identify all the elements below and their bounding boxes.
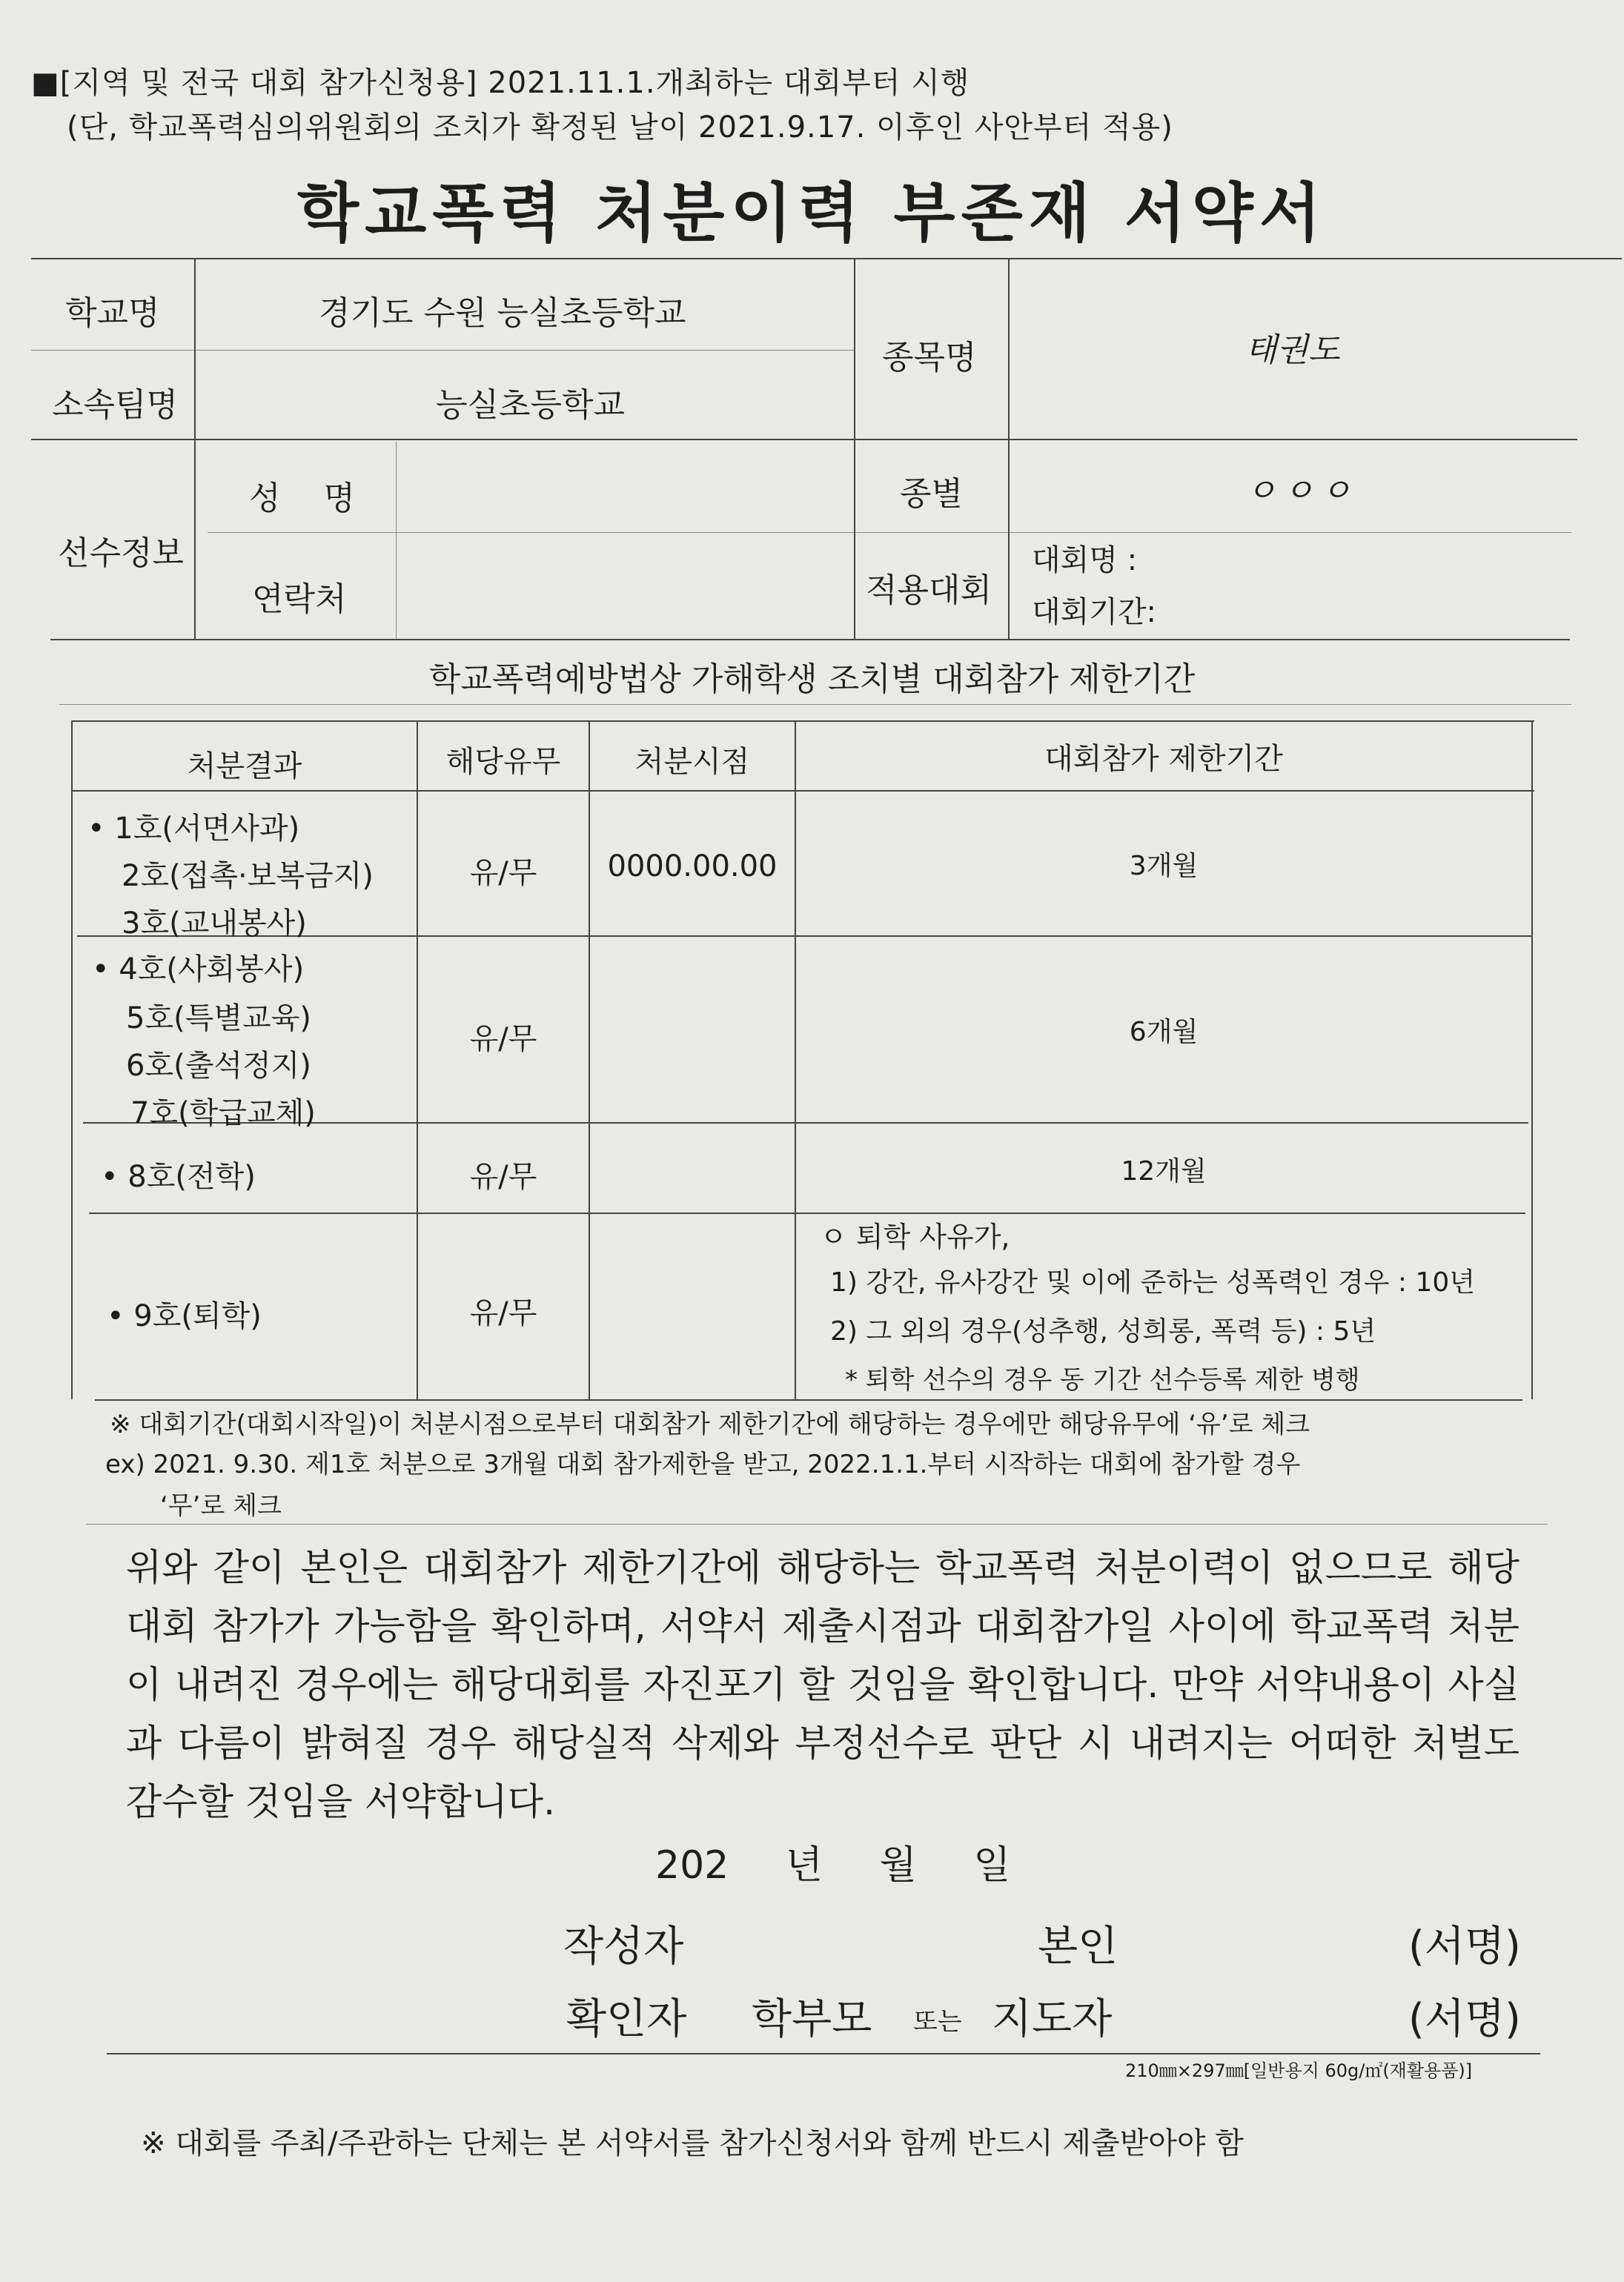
sport-label: 종목명 <box>882 339 977 377</box>
category-value: ㅇㅇㅇ <box>1245 472 1358 510</box>
team-value: 능실초등학교 <box>436 386 626 424</box>
result-2: 2호(접촉·보복금지) <box>122 859 374 893</box>
event-label: 적용대회 <box>866 571 992 609</box>
header-result: 처분결과 <box>187 749 302 783</box>
notes-divider <box>86 1524 1548 1525</box>
row-1-period: 3개월 <box>1129 851 1199 881</box>
row-4-period-line-2: 1) 강간, 유사강간 및 이에 준하는 성폭력인 경우 : 10년 <box>830 1267 1476 1298</box>
team-label: 소속팀명 <box>52 386 179 424</box>
row-1-date: 0000.00.00 <box>607 849 778 883</box>
result-7: 7호(학급교체) <box>130 1096 316 1130</box>
result-1: • 1호(서면사과) <box>87 812 300 846</box>
penalty-table-top <box>71 720 1534 722</box>
signature-divider <box>107 2053 1540 2054</box>
header-line-1: ■[지역 및 전국 대회 참가신청용] 2021.11.1.개최하는 대회부터 시행 <box>31 66 970 100</box>
parent-label: 학부모 <box>752 1995 872 2043</box>
header-line-2: (단, 학교폭력심의위원회의 조치가 확정된 날이 2021.9.17. 이후인 사안부터 적용) <box>67 110 1173 145</box>
result-3: 3호(교내봉사) <box>122 906 307 941</box>
info-row-divider-2 <box>31 439 1577 440</box>
pledge-text: 위와 같이 본인은 대회참가 제한기간에 해당하는 학교폭력 처분이력이 없으므로 해당 대회 참가가 가능함을 확인하며, 서약서 제출시점과 대회참가일 사이에 학교폭력 처분이 내려진 경우에는 해당대회를 자진포기 할 것임을 확인합니다. 만약 서약내용이 사실과 다름이 밝혀질 경우 해당실적 삭제와 부정선수로 판단 시 내려지는 어떠한 처벌도 감수할 것임을 서약합니다. <box>126 1546 1519 1823</box>
subtitle-bottom-border <box>59 704 1571 705</box>
writer-label: 작성자 <box>563 1923 684 1971</box>
document-title: 학교폭력 처분이력 부존재 서약서 <box>297 176 1327 251</box>
row-3-period: 12개월 <box>1121 1156 1207 1187</box>
event-period-label: 대회기간: <box>1032 595 1157 629</box>
info-col-line-4 <box>1008 258 1010 639</box>
confirmer-label: 확인자 <box>566 1995 687 2043</box>
restriction-subtitle: 학교폭력예방법상 가해학생 조치별 대회참가 제한기간 <box>428 660 1196 698</box>
info-col-line-1 <box>194 258 196 639</box>
result-6: 6호(출석정지) <box>126 1049 311 1083</box>
penalty-col-line-2 <box>589 720 590 1399</box>
info-col-line-2 <box>396 442 397 639</box>
result-5: 5호(특별교육) <box>126 1001 311 1035</box>
confirmer-signature-field[interactable]: (서명) <box>1408 1995 1521 2043</box>
penalty-header-bottom <box>73 790 1534 792</box>
info-top-border <box>31 258 1622 259</box>
note-3: ‘무’로 체크 <box>160 1491 282 1521</box>
result-8: • 8호(전학) <box>101 1160 256 1194</box>
writer-role: 본인 <box>1038 1923 1118 1971</box>
or-label: 또는 <box>913 2007 962 2037</box>
header-applicable: 해당유무 <box>445 745 561 779</box>
category-label: 종별 <box>900 475 964 513</box>
player-info-label: 선수정보 <box>58 534 185 572</box>
header-period: 대회참가 제한기간 <box>1044 742 1283 776</box>
event-name-label: 대회명 : <box>1032 543 1138 577</box>
sport-value: 태권도 <box>1245 331 1340 369</box>
info-row-divider-3 <box>208 532 1571 533</box>
name-label: 성 명 <box>249 480 371 517</box>
info-col-line-3 <box>854 258 855 639</box>
row-2-period: 6개월 <box>1129 1017 1199 1047</box>
penalty-col-line-0 <box>71 720 73 1399</box>
footer-note: ※ 대회를 주최/주관하는 단체는 본 서약서를 참가신청서와 함께 반드시 제출받아야 함 <box>141 2126 1244 2160</box>
row-4-applicable: 유/무 <box>469 1296 537 1330</box>
row-3-applicable: 유/무 <box>469 1160 537 1194</box>
result-4: • 4호(사회봉사) <box>92 952 305 986</box>
info-bottom-border <box>50 639 1570 640</box>
row-2-applicable: 유/무 <box>469 1022 537 1056</box>
school-label: 학교명 <box>65 294 160 332</box>
school-value: 경기도 수원 능실초등학교 <box>319 294 686 332</box>
contact-label: 연락처 <box>252 580 347 618</box>
penalty-col-line-3 <box>795 720 796 1399</box>
note-2: ex) 2021. 9.30. 제1호 처분으로 3개월 대회 참가제한을 받고, 2022.1.1.부터 시작하는 대회에 참가할 경우 <box>105 1450 1301 1479</box>
coach-label: 지도자 <box>992 1995 1113 2043</box>
writer-signature-field[interactable]: (서명) <box>1408 1923 1521 1971</box>
penalty-col-line-4 <box>1531 720 1533 1399</box>
row-4-period-line-4: * 퇴학 선수의 경우 동 기간 선수등록 제한 병행 <box>845 1365 1360 1395</box>
info-row-divider-1 <box>31 350 854 351</box>
note-1: ※ 대회기간(대회시작일)이 처분시점으로부터 대회참가 제한기간에 해당하는 경우에만 해당유무에 ‘유’로 체크 <box>110 1410 1310 1439</box>
penalty-row-divider-3 <box>89 1213 1525 1214</box>
row-4-period-line-1: ㅇ 퇴학 사유가, <box>820 1221 1010 1253</box>
header-date: 처분시점 <box>634 745 750 779</box>
penalty-table-bottom <box>95 1399 1522 1401</box>
result-9: • 9호(퇴학) <box>107 1299 262 1333</box>
row-1-applicable: 유/무 <box>469 856 537 890</box>
paper-spec: 210㎜×297㎜[일반용지 60g/㎡(재활용품)] <box>1125 2060 1473 2081</box>
date-line: 202 년 월 일 <box>655 1843 1011 1888</box>
row-4-period-line-3: 2) 그 외의 경우(성추행, 성희롱, 폭력 등) : 5년 <box>830 1316 1376 1347</box>
